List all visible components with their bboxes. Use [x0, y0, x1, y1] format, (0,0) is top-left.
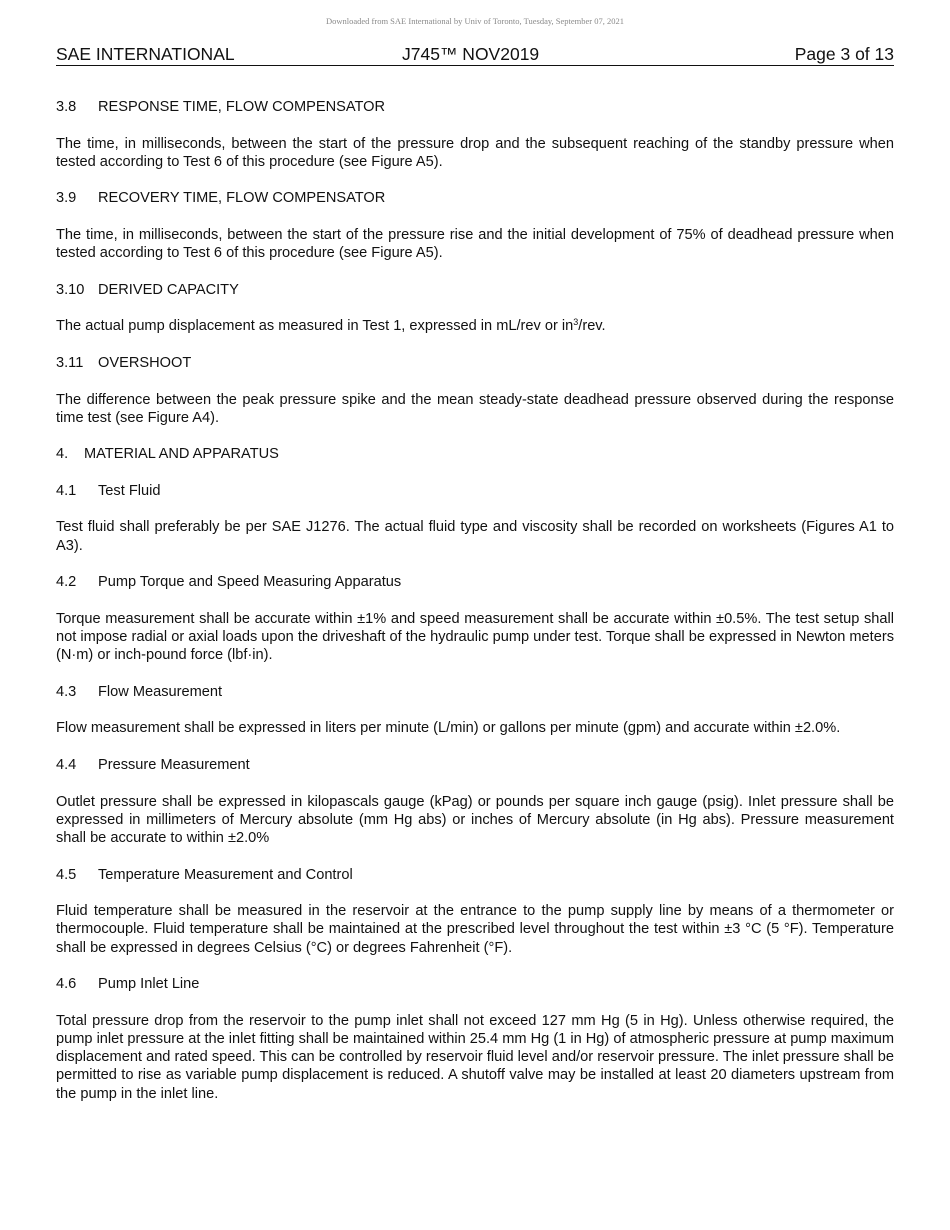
section-title: RECOVERY TIME, FLOW COMPENSATOR [98, 190, 386, 207]
page-header [56, 43, 894, 66]
section-title: Pump Torque and Speed Measuring Apparatus [98, 574, 402, 591]
section-paragraph-3-9: The time, in milliseconds, between the start of the pressure rise and the initial development of 75% of deadhead pressure when tested according to Test 6 of this procedure (see Figure A5). [56, 226, 894, 262]
section-paragraph-3-10 [56, 317, 894, 335]
section-number: 4.2 [56, 574, 77, 591]
section-heading-3-8 [56, 98, 894, 116]
section-heading-4-2 [56, 573, 894, 591]
section-paragraph-3-8: The time, in milliseconds, between the start of the pressure drop and the subsequent reaching of the standby pressure when tested according to Test 6 of this procedure (see Figure A5). [56, 135, 894, 170]
section-title: RESPONSE TIME, FLOW COMPENSATOR [98, 99, 386, 115]
section-number: 4.6 [56, 976, 77, 993]
document-body [56, 98, 894, 1121]
section-heading-4-5 [56, 866, 894, 884]
section-paragraph-4-2: Torque measurement shall be accurate within ±1% and speed measurement shall be accurate within ±0.5%. The test setup shall not impose radial or axial loads upon the driveshaft of the hydraulic pump under test. Torque shall be expressed in Newton meters (N·m) or inch-pound force (lbf·in). [56, 610, 894, 664]
section-paragraph-4-3: Flow measurement shall be expressed in liters per minute (L/min) or gallons per minute (gpm) and accurate within ±2.0%. [56, 720, 841, 737]
section-number: 4.5 [56, 866, 77, 883]
section-paragraph-4-4: Outlet pressure shall be expressed in kilopascals gauge (kPag) or pounds per square inch gauge (psig). Inlet pressure shall be expressed in millimeters of Mercury absolute (mm Hg abs) or inches of Mercury absolute (in Hg abs). Pressure measurement shall be accurate to within ±2.0% [56, 793, 894, 847]
section-title: OVERSHOOT [98, 355, 192, 372]
section-paragraph-4-5: Fluid temperature shall be measured in the reservoir at the entrance to the pump supply line by means of a thermometer or thermocouple. Fluid temperature shall be maintained at the prescribed level throughout the test within ±3 °C (5 °F). Temperature shall be expressed in degrees Celsius (°C) or degrees Fahrenheit (°F). [56, 903, 894, 956]
section-number: 4.4 [56, 757, 77, 774]
header-organization: SAE INTERNATIONAL [56, 44, 235, 64]
section-title: Temperature Measurement and Control [98, 866, 353, 883]
section-number: 3.11 [56, 355, 84, 372]
download-watermark: Downloaded from SAE International by Univ of Toronto, Tuesday, September 07, 2021 [325, 16, 625, 26]
section-heading-3-11 [56, 354, 894, 372]
section-paragraph-3-11: The difference between the peak pressure spike and the mean steady-state deadhead pressure observed during the response time test (see Figure A4). [56, 391, 894, 426]
section-number: 4.3 [56, 683, 77, 700]
section-title: MATERIAL AND APPARATUS [84, 446, 279, 463]
section-heading-4-3 [56, 683, 894, 701]
section-number: 3.10 [56, 281, 85, 298]
section-number: 3.8 [56, 99, 77, 115]
section-heading-4-4 [56, 756, 894, 774]
section-title: Pump Inlet Line [98, 976, 200, 993]
section-heading-3-10 [56, 281, 894, 299]
header-document-id: J745™ NOV2019 [402, 44, 540, 64]
section-number: 4.1 [56, 482, 77, 499]
section-number: 4. [56, 446, 69, 463]
paragraph-text-end: /rev. [578, 318, 606, 335]
section-paragraph-4-1: Test fluid shall preferably be per SAE J1276. The actual fluid type and viscosity shall be recorded on worksheets (Figures A1 to A3). [56, 519, 894, 554]
superscript: 3 [573, 317, 579, 328]
paragraph-text: The actual pump displacement as measured in Test 1, expressed in mL/rev or in [56, 318, 574, 335]
section-number: 3.9 [56, 190, 77, 207]
header-page-number: Page 3 of 13 [794, 44, 894, 64]
section-heading-3-9 [56, 189, 894, 207]
section-heading-4-1 [56, 482, 894, 500]
section-title: Test Fluid [98, 482, 161, 499]
section-title: Pressure Measurement [98, 757, 250, 774]
section-heading-4-6 [56, 975, 894, 993]
section-title: DERIVED CAPACITY [98, 281, 239, 298]
section-paragraph-4-6: Total pressure drop from the reservoir to the pump inlet shall not exceed 127 mm Hg (5 in Hg). Unless otherwise required, the pump inlet pressure at the inlet fitting shall be maintained within 25.4 mm Hg (1 in Hg) of atmospheric pressure at pump maximum displacement and rated speed. This can be controlled by reservoir fluid level and/or reservoir pressure. The inlet pressure shall be permitted to rise as variable pump displacement is reduced. A shutoff valve may be installed at least 20 diameters upstream from the pump in the inlet line. [56, 1012, 894, 1102]
section-title: Flow Measurement [98, 683, 223, 700]
section-heading-4 [56, 445, 894, 463]
